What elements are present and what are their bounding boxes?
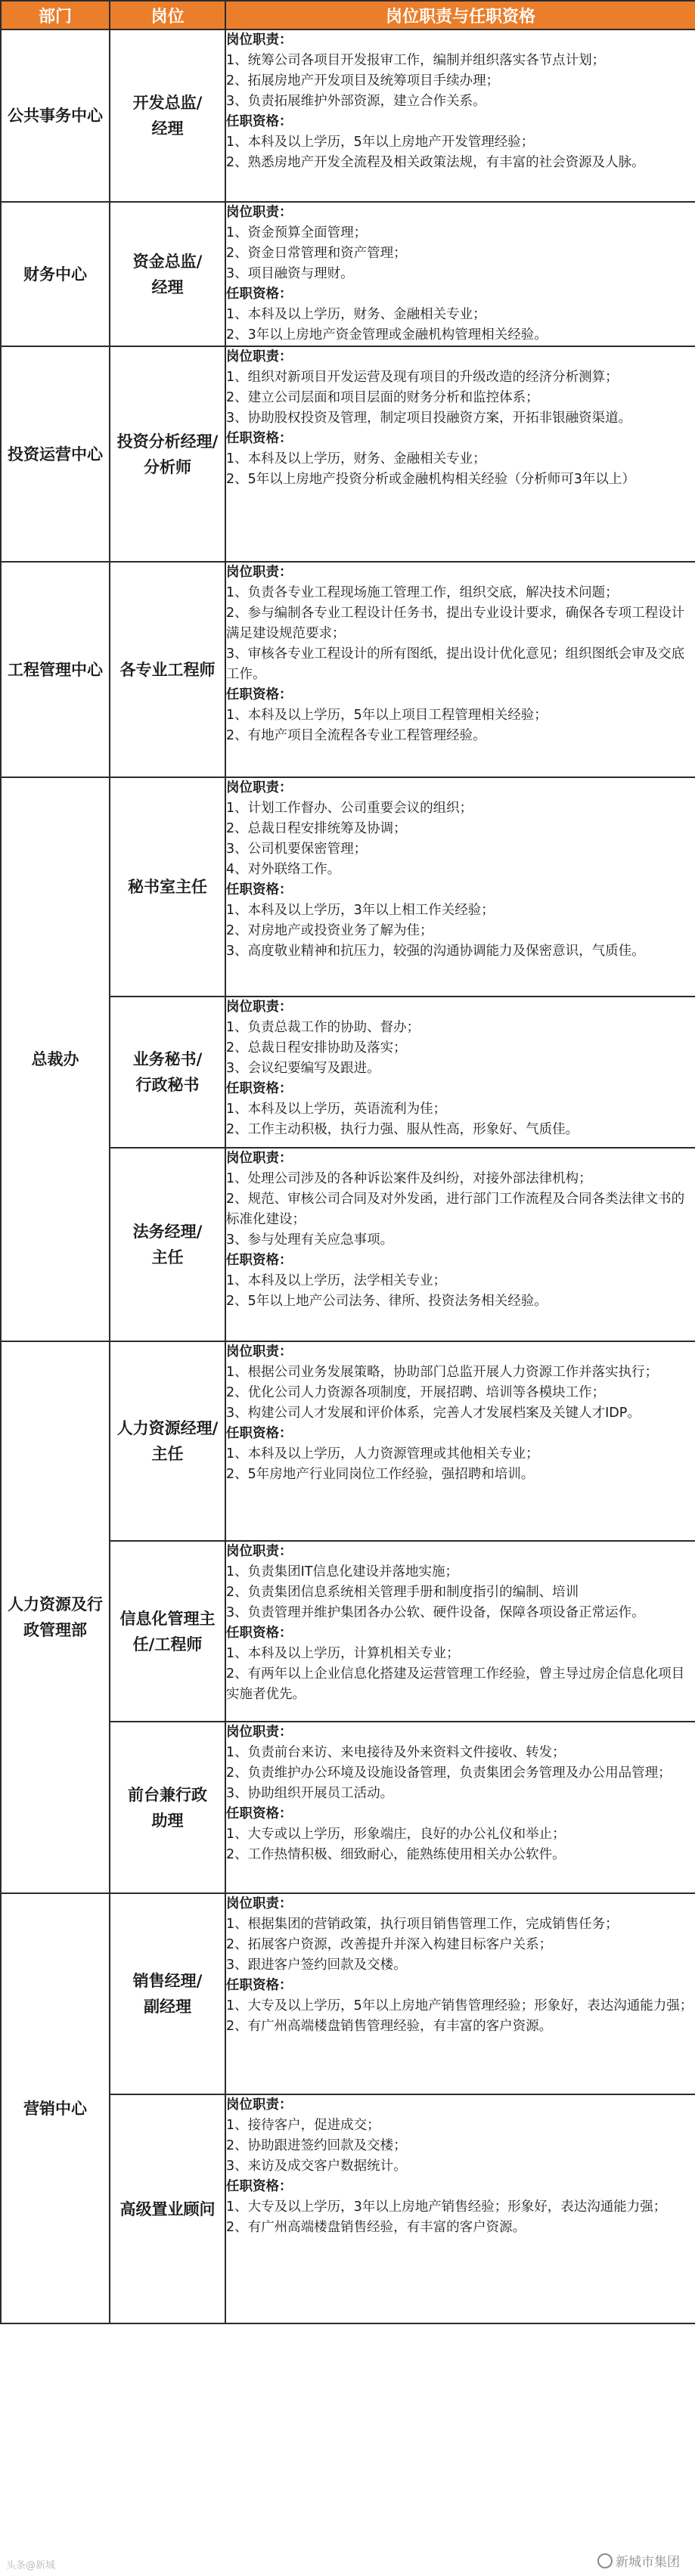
qualification-item: 2、有广州高端楼盘销售经验，有丰富的客户资源。 <box>226 2220 526 2235</box>
qualification-item: 2、有广州高端楼盘销售管理经验，有丰富的客户资源。 <box>226 2019 553 2034</box>
table-row <box>1 1893 695 2094</box>
department-cell: 营销中心 <box>1 1893 110 2323</box>
duty-item: 3、负责拓展维护外部资源，建立合作关系。 <box>226 94 486 109</box>
duties-heading: 岗位职责： <box>226 33 293 48</box>
duty-item: 2、协助跟进签约回款及交楼； <box>226 2138 407 2153</box>
duties-cell <box>225 1541 695 1722</box>
duties-cell <box>225 997 695 1148</box>
duty-item: 1、组织对新项目开发运营及现有项目的升级改造的经济分析测算； <box>226 370 619 385</box>
position-title: 分析师 <box>144 457 191 476</box>
duty-item: 1、负责前台来访、来电接待及外来资料文件接收、转发； <box>226 1745 566 1760</box>
qualification-item: 2、5年房地产行业同岗位工作经验，强招聘和培训。 <box>226 1467 535 1482</box>
duty-item: 1、接待客户，促进成交； <box>226 2118 380 2133</box>
position-title: 投资分析经理/ <box>116 432 219 451</box>
table-row <box>1 1341 695 1541</box>
qualifications-heading: 任职资格： <box>226 431 293 446</box>
position-title: 经理 <box>151 277 184 296</box>
duties-cell <box>225 346 695 562</box>
department-cell: 公共事务中心 <box>1 29 110 202</box>
duty-item: 2、参与编制各专业工程设计任务书，提出专业设计要求，确保各专项工程设计满足建设规范要求； <box>226 606 685 641</box>
duty-item: 3、来访及成交客户数据统计。 <box>226 2159 407 2174</box>
duty-item: 2、总裁日程安排协助及落实； <box>226 1040 407 1056</box>
duty-item: 3、项目融资与理财。 <box>226 266 354 281</box>
position-cell <box>110 1341 225 1541</box>
watermark-left: 头条@新城 <box>6 2560 56 2571</box>
position-cell <box>110 1541 225 1722</box>
duty-item: 2、拓展客户资源，改善提升并深入构建目标客户关系； <box>226 1937 553 1952</box>
duty-item: 2、拓展房地产开发项目及统筹项目手续办理； <box>226 73 500 88</box>
table-row <box>1 202 695 346</box>
qualification-item: 1、本科及以上学历，3年以上相工作关经验； <box>226 903 495 918</box>
qualifications-heading: 任职资格： <box>226 1426 293 1441</box>
duty-item: 2、优化公司人力资源各项制度，开展招聘、培训等各模块工作； <box>226 1385 606 1400</box>
position-cell <box>110 562 225 777</box>
duty-item: 1、统筹公司各项目开发报审工作，编制并组织落实各节点计划； <box>226 53 606 68</box>
position-cell <box>110 29 225 202</box>
duties-cell <box>225 1722 695 1893</box>
qualification-item: 2、工作主动积极，执行力强、服从性高，形象好、气质佳。 <box>226 1122 579 1137</box>
position-cell <box>110 997 225 1148</box>
qualification-item: 1、大专及以上学历，3年以上房地产销售经验；形象好，表达沟通能力强； <box>226 2199 667 2215</box>
header-duties: 岗位职责与任职资格 <box>225 1 695 29</box>
position-title: 经理 <box>151 119 184 138</box>
position-title: 各专业工程师 <box>119 660 216 679</box>
duties-heading: 岗位职责： <box>226 2097 293 2113</box>
duty-item: 1、负责总裁工作的协助、督办； <box>226 1020 420 1035</box>
duties-cell <box>225 202 695 346</box>
qualifications-heading: 任职资格： <box>226 1081 293 1096</box>
qualification-item: 1、本科及以上学历，5年以上项目工程管理相关经验； <box>226 708 548 723</box>
qualifications-heading: 任职资格： <box>226 114 293 129</box>
position-cell <box>110 777 225 997</box>
duty-item: 2、规范、审核公司合同及对外发函，进行部门工作流程及合同各类法律文书的标准化建设； <box>226 1192 685 1227</box>
qualification-item: 2、工作热情积极、细致耐心，能熟练使用相关办公软件。 <box>226 1847 566 1862</box>
qualifications-heading: 任职资格： <box>226 1626 293 1641</box>
duty-item: 2、资金日常管理和资产管理； <box>226 246 407 261</box>
position-title: 信息化管理主 <box>119 1609 216 1628</box>
department-cell: 工程管理中心 <box>1 562 110 777</box>
position-title: 开发总监/ <box>132 94 203 112</box>
qualification-item: 2、5年以上地产公司法务、律所、投资法务相关经验。 <box>226 1294 548 1309</box>
qualification-item: 1、本科及以上学历，人力资源管理或其他相关专业； <box>226 1446 539 1462</box>
duty-item: 2、总裁日程安排统筹及协调； <box>226 821 407 836</box>
department-cell: 人力资源及行政管理部 <box>1 1341 110 1893</box>
duty-item: 3、公司机要保密管理； <box>226 842 368 857</box>
duty-item: 1、负责集团IT信息化建设并落地实施； <box>226 1564 458 1579</box>
qualification-item: 2、对房地产或投资业务了解为佳； <box>226 923 433 938</box>
duty-item: 2、建立公司层面和项目层面的财务分析和监控体系； <box>226 390 539 405</box>
position-cell <box>110 202 225 346</box>
qualification-item: 2、有两年以上企业信息化搭建及运营管理工作经验，曾主导过房企信息化项目实施者优先。 <box>226 1666 685 1702</box>
qualification-item: 1、本科及以上学历，财务、金融相关专业； <box>226 307 486 322</box>
position-cell <box>110 346 225 562</box>
duties-heading: 岗位职责： <box>226 1151 293 1166</box>
duty-item: 1、处理公司涉及的各种诉讼案件及纠纷，对接外部法律机构； <box>226 1171 592 1186</box>
qualifications-heading: 任职资格： <box>226 1806 293 1821</box>
duty-item: 1、负责各专业工程现场施工管理工作，组织交底，解决技术问题； <box>226 585 619 600</box>
watermark-right <box>597 2551 680 2570</box>
duty-item: 1、根据集团的营销政策，执行项目销售管理工作，完成销售任务； <box>226 1917 619 1932</box>
duties-heading: 岗位职责： <box>226 780 293 795</box>
table-row <box>1 29 695 202</box>
position-title: 资金总监/ <box>132 252 203 271</box>
position-cell <box>110 1148 225 1341</box>
position-title: 法务经理/ <box>132 1223 203 1241</box>
qualifications-heading: 任职资格： <box>226 687 293 702</box>
qualification-item: 1、大专或以上学历，形象端庄，良好的办公礼仪和举止； <box>226 1827 566 1842</box>
duties-heading: 岗位职责： <box>226 565 293 580</box>
qualification-item: 2、熟悉房地产开发全流程及相关政策法规，有丰富的社会资源及人脉。 <box>226 155 645 170</box>
qualification-item: 1、大专及以上学历，5年以上房地产销售管理经验；形象好，表达沟通能力强； <box>226 1998 693 2013</box>
duty-item: 2、负责集团信息系统相关管理手册和制度指引的编制、培训 <box>226 1585 579 1600</box>
qualification-item: 2、3年以上房地产资金管理或金融机构管理相关经验。 <box>226 327 548 343</box>
duty-item: 4、对外联络工作。 <box>226 862 341 877</box>
duties-heading: 岗位职责： <box>226 349 293 364</box>
table-row <box>1 777 695 997</box>
duties-heading: 岗位职责： <box>226 1544 293 1559</box>
header-row <box>1 1 695 29</box>
position-title: 主任 <box>151 1248 184 1266</box>
duty-item: 1、资金预算全面管理； <box>226 225 368 240</box>
duty-item: 1、根据公司业务发展策略，协助部门总监开展人力资源工作并落实执行； <box>226 1365 659 1380</box>
department-cell: 总裁办 <box>1 777 110 1341</box>
duty-item: 3、构建公司人才发展和评价体系，完善人才发展档案及关键人才IDP。 <box>226 1406 641 1421</box>
duty-item: 1、计划工作督办、公司重要会议的组织； <box>226 801 473 816</box>
duties-cell <box>225 29 695 202</box>
position-title: 高级置业顾问 <box>119 2199 216 2218</box>
duties-cell <box>225 1148 695 1341</box>
duties-heading: 岗位职责： <box>226 1896 293 1911</box>
qualification-item: 1、本科及以上学历，计算机相关专业； <box>226 1646 460 1661</box>
duties-heading: 岗位职责： <box>226 1344 293 1359</box>
position-title: 业务秘书/ <box>132 1050 203 1068</box>
header-department: 部门 <box>1 1 110 29</box>
duty-item: 3、协助股权投资及管理，制定项目投融资方案，开拓非银融资渠道。 <box>226 411 632 426</box>
qualification-item: 2、5年以上房地产投资分析或金融机构相关经验（分析师可3年以上） <box>226 472 635 487</box>
qualification-item: 2、有地产项目全流程各专业工程管理经验。 <box>226 728 486 743</box>
duty-item: 3、参与处理有关应急事项。 <box>226 1232 394 1248</box>
department-cell: 财务中心 <box>1 202 110 346</box>
position-title: 销售经理/ <box>132 1972 203 1990</box>
duty-item: 2、负责维护办公环境及设施设备管理，负责集团会务管理及办公用品管理； <box>226 1765 672 1781</box>
qualification-item: 1、本科及以上学历，法学相关专业； <box>226 1273 447 1288</box>
position-cell <box>110 2094 225 2323</box>
watermark-right-text: 新城市集团 <box>616 2555 680 2570</box>
header-position: 岗位 <box>110 1 225 29</box>
qualification-item: 1、本科及以上学历，财务、金融相关专业； <box>226 451 486 467</box>
position-title: 秘书室主任 <box>128 878 207 896</box>
duties-cell <box>225 562 695 777</box>
position-title: 行政秘书 <box>135 1076 200 1094</box>
qualifications-heading: 任职资格： <box>226 882 293 897</box>
table-row <box>1 562 695 777</box>
duty-item: 3、负责管理并维护集团各办公软、硬件设备，保障各项设备正常运作。 <box>226 1605 645 1620</box>
qualifications-heading: 任职资格： <box>226 1253 293 1268</box>
duties-cell <box>225 2094 695 2323</box>
duty-item: 3、审核各专业工程设计的所有图纸，提出设计优化意见；组织图纸会审及交底工作。 <box>226 646 685 682</box>
duties-heading: 岗位职责： <box>226 1000 293 1015</box>
position-cell <box>110 1893 225 2094</box>
position-title: 人力资源经理/ <box>116 1419 219 1437</box>
duties-cell <box>225 777 695 997</box>
qualification-item: 1、本科及以上学历，5年以上房地产开发管理经验； <box>226 135 535 150</box>
position-title: 前台兼行政 <box>128 1785 207 1804</box>
position-title: 副经理 <box>144 1998 191 2016</box>
qualifications-heading: 任职资格： <box>226 1978 293 1993</box>
position-cell <box>110 1722 225 1893</box>
duties-heading: 岗位职责： <box>226 1725 293 1740</box>
qualifications-heading: 任职资格： <box>226 2179 293 2194</box>
wechat-logo-icon <box>597 2553 613 2568</box>
qualification-item: 3、高度敬业精神和抗压力，较强的沟通协调能力及保密意识，气质佳。 <box>226 944 645 959</box>
duties-cell <box>225 1341 695 1541</box>
duties-heading: 岗位职责： <box>226 205 293 220</box>
duty-item: 3、协助组织开展员工活动。 <box>226 1786 394 1801</box>
department-cell: 投资运营中心 <box>1 346 110 562</box>
duty-item: 3、跟进客户签约回款及交楼。 <box>226 1958 407 1973</box>
position-title: 主任 <box>151 1445 184 1463</box>
qualifications-heading: 任职资格： <box>226 287 293 302</box>
duties-cell <box>225 1893 695 2094</box>
table-row <box>1 346 695 562</box>
position-title: 任/工程师 <box>132 1635 203 1654</box>
qualification-item: 1、本科及以上学历，英语流利为佳； <box>226 1102 447 1117</box>
duty-item: 3、会议纪要编写及跟进。 <box>226 1061 380 1076</box>
position-title: 助理 <box>151 1811 184 1830</box>
